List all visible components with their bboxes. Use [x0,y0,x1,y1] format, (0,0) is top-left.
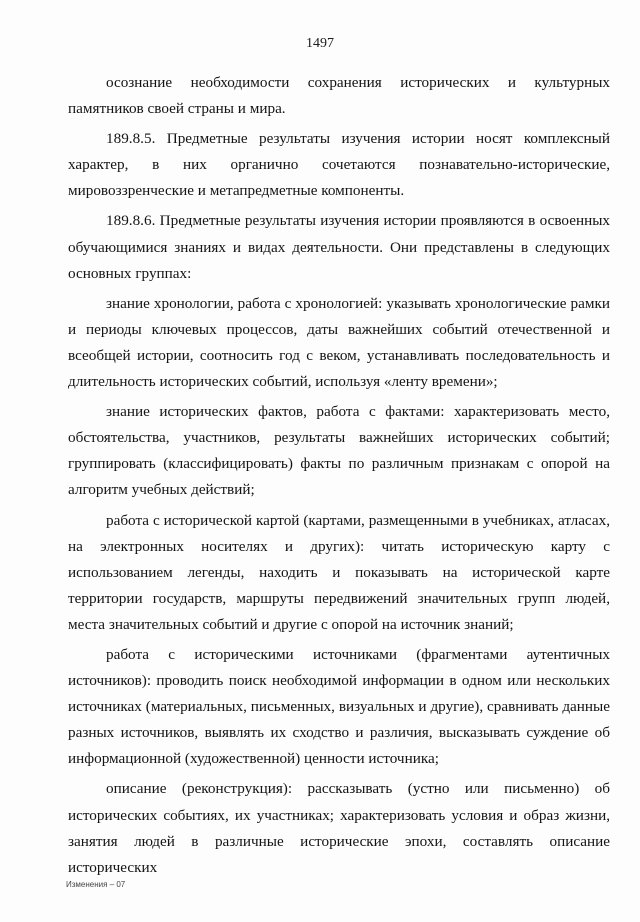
paragraph: осознание необходимости сохранения исторических и культурных памятников своей страны и мира. [68,74,610,118]
paragraph: знание исторических фактов, работа с фактами: характеризовать место, обстоятельства, участников, результаты важнейших исторических событий; группировать (классифицировать) факты по различным признакам с опорой на алгоритм учебных действий; [68,403,610,499]
document-body [68,70,610,881]
paragraph: работа с исторической картой (картами, размещенными в учебниках, атласах, на электронных носителях и других): читать историческую карту с использованием легенды, находить и показывать на исторической карте территории государств, маршруты передвижений значительных групп людей, места значительных событий и другие с опорой на источник знаний; [68,511,610,633]
paragraph: описание (реконструкция): рассказывать (устно или письменно) об исторических событиях, их участниках; характеризовать условия и образ жизни, занятия людей в различные исторические эпохи, составлять описание исторических [68,780,610,876]
paragraph: знание хронологии, работа с хронологией: указывать хронологические рамки и периоды ключевых процессов, даты важнейших событий отечественной и всеобщей истории, соотносить год с веком, устанавливать последовательность и длительность исторических событий, используя «ленту времени»; [68,294,610,391]
paragraph: 189.8.6. Предметные результаты изучения истории проявляются в освоенных обучающимися знаниях и видах деятельности. Они представлены в следующих основных группах: [68,212,610,282]
page-footer: Изменения – 07 [66,880,126,889]
paragraph: 189.8.5. Предметные результаты изучения истории носят комплексный характер, в них органично сочетаются познавательно-исторические, мировоззренческие и метапредметные компоненты. [68,130,610,200]
page-number: 1497 [306,36,334,51]
paragraph: работа с историческими источниками (фрагментами аутентичных источников): проводить поиск необходимой информации в одном или нескольких источниках (материальных, письменных, визуальных и другие), сравнивать данные разных источников, выявлять их сходство и различия, высказывать суждение об информационной (художественной) ценности источника; [68,645,610,768]
